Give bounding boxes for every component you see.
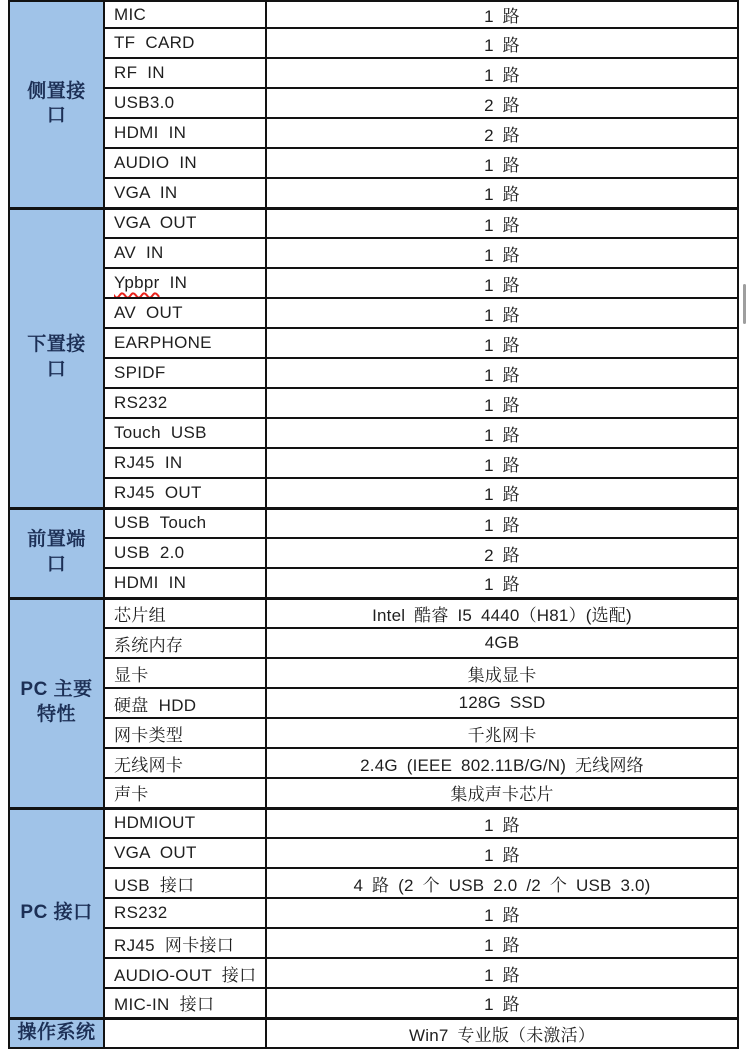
table-row — [9, 148, 738, 178]
port-value-cell: 1 路 — [266, 838, 738, 868]
table-row — [9, 748, 738, 778]
port-name-cell: 硬盘 HDD — [104, 688, 266, 718]
table-row — [9, 868, 738, 898]
port-value-cell: 1 路 — [266, 178, 738, 208]
scrollbar-thumb[interactable] — [743, 284, 746, 324]
table-row — [9, 568, 738, 598]
table-row — [9, 928, 738, 958]
table-row — [9, 958, 738, 988]
port-name-cell: RF IN — [104, 58, 266, 88]
table-row — [9, 1, 738, 28]
section-label-line: 前置端 — [27, 529, 86, 551]
port-value-cell: 1 路 — [266, 298, 738, 328]
port-name-cell: VGA OUT — [104, 838, 266, 868]
section-label — [9, 598, 104, 808]
port-value-cell: 1 路 — [266, 328, 738, 358]
port-value-cell: 1 路 — [266, 58, 738, 88]
port-name-cell: 网卡类型 — [104, 718, 266, 748]
port-value-cell: 1 路 — [266, 988, 738, 1018]
port-value-cell: 2 路 — [266, 538, 738, 568]
port-value-cell: 集成声卡芯片 — [266, 778, 738, 808]
port-value-cell: 1 路 — [266, 898, 738, 928]
port-value-cell: Win7 专业版（未激活） — [266, 1018, 738, 1048]
port-name-cell: RS232 — [104, 898, 266, 928]
port-value-cell: 2 路 — [266, 88, 738, 118]
spec-table-body — [9, 1, 738, 1048]
misspelled-word: Ypbpr — [114, 273, 160, 292]
section-label — [9, 1, 104, 208]
port-value-cell: 1 路 — [266, 448, 738, 478]
port-value-cell: 千兆网卡 — [266, 718, 738, 748]
port-name-cell: AV IN — [104, 238, 266, 268]
table-row — [9, 88, 738, 118]
table-row — [9, 508, 738, 538]
table-row — [9, 208, 738, 238]
section-label — [9, 808, 104, 1018]
port-value-cell: 1 路 — [266, 508, 738, 538]
port-name-cell: AV OUT — [104, 298, 266, 328]
port-name-cell: SPIDF — [104, 358, 266, 388]
port-value-cell: 4GB — [266, 628, 738, 658]
port-value-cell: 1 路 — [266, 958, 738, 988]
port-name-cell: Touch USB — [104, 418, 266, 448]
table-row — [9, 688, 738, 718]
section-label-line: 下置接 — [27, 334, 86, 356]
section-label-line: 操作系统 — [17, 1021, 96, 1043]
port-value-cell: 1 路 — [266, 28, 738, 58]
port-value-cell: 1 路 — [266, 418, 738, 448]
port-name-cell: RJ45 网卡接口 — [104, 928, 266, 958]
table-row — [9, 28, 738, 58]
port-name-cell: HDMI IN — [104, 118, 266, 148]
section-label-line: 侧置接 — [27, 80, 86, 102]
port-name-cell: MIC-IN 接口 — [104, 988, 266, 1018]
section-label-line: PC 接口 — [20, 901, 93, 923]
table-row — [9, 598, 738, 628]
section-label-line: PC 主要 — [20, 679, 93, 701]
table-row — [9, 358, 738, 388]
table-row — [9, 838, 738, 868]
port-value-cell: 2.4G (IEEE 802.11B/G/N) 无线网络 — [266, 748, 738, 778]
port-value-cell: 1 路 — [266, 358, 738, 388]
port-value-cell: 1 路 — [266, 238, 738, 268]
table-row — [9, 118, 738, 148]
table-row — [9, 328, 738, 358]
section-label-line: 特性 — [36, 704, 76, 725]
port-name-cell: AUDIO-OUT 接口 — [104, 958, 266, 988]
port-name-cell: VGA OUT — [104, 208, 266, 238]
port-value-cell: 1 路 — [266, 928, 738, 958]
port-value-cell: 1 路 — [266, 568, 738, 598]
section-label — [9, 208, 104, 508]
table-row — [9, 298, 738, 328]
port-value-cell: 1 路 — [266, 388, 738, 418]
table-row — [9, 898, 738, 928]
table-row — [9, 418, 738, 448]
port-name-cell: VGA IN — [104, 178, 266, 208]
table-row — [9, 538, 738, 568]
table-row — [9, 58, 738, 88]
port-value-cell: 1 路 — [266, 1, 738, 28]
spec-table — [8, 0, 739, 1049]
table-row — [9, 658, 738, 688]
port-name-cell: RS232 — [104, 388, 266, 418]
port-name-cell: USB Touch — [104, 508, 266, 538]
section-label-line: 口 — [46, 359, 67, 380]
table-row — [9, 808, 738, 838]
port-name-cell: 系统内存 — [104, 628, 266, 658]
port-name-cell: RJ45 OUT — [104, 478, 266, 508]
port-name-cell: HDMI IN — [104, 568, 266, 598]
port-value-cell: 2 路 — [266, 118, 738, 148]
table-row — [9, 628, 738, 658]
table-row — [9, 388, 738, 418]
port-name-cell: HDMIOUT — [104, 808, 266, 838]
table-row — [9, 718, 738, 748]
port-name-cell: 显卡 — [104, 658, 266, 688]
port-name-cell: Ypbpr IN — [104, 268, 266, 298]
table-row — [9, 238, 738, 268]
port-value-cell: 集成显卡 — [266, 658, 738, 688]
port-name-cell: 无线网卡 — [104, 748, 266, 778]
port-name-cell: RJ45 IN — [104, 448, 266, 478]
port-value-cell: 1 路 — [266, 478, 738, 508]
port-name-cell: USB 2.0 — [104, 538, 266, 568]
port-name-cell: TF CARD — [104, 28, 266, 58]
port-value-cell: 1 路 — [266, 268, 738, 298]
port-name-cell: USB3.0 — [104, 88, 266, 118]
table-row — [9, 478, 738, 508]
port-value-cell: 1 路 — [266, 148, 738, 178]
section-label — [9, 508, 104, 598]
table-row — [9, 178, 738, 208]
table-row — [9, 448, 738, 478]
port-name-cell: 芯片组 — [104, 598, 266, 628]
port-name-cell: EARPHONE — [104, 328, 266, 358]
section-label-line: 口 — [46, 554, 67, 575]
port-value-cell: 1 路 — [266, 208, 738, 238]
table-row — [9, 268, 738, 298]
port-value-cell: 4 路 (2 个 USB 2.0 /2 个 USB 3.0) — [266, 868, 738, 898]
table-row — [9, 988, 738, 1018]
port-value-cell: 1 路 — [266, 808, 738, 838]
port-value-cell: 128G SSD — [266, 688, 738, 718]
table-row — [9, 778, 738, 808]
port-name-cell: MIC — [104, 1, 266, 28]
section-label-line: 口 — [46, 105, 67, 127]
port-name-cell: USB 接口 — [104, 868, 266, 898]
port-value-cell: Intel 酷睿 I5 4440（H81）(选配) — [266, 598, 738, 628]
port-name-cell: AUDIO IN — [104, 148, 266, 178]
port-name-cell: 声卡 — [104, 778, 266, 808]
